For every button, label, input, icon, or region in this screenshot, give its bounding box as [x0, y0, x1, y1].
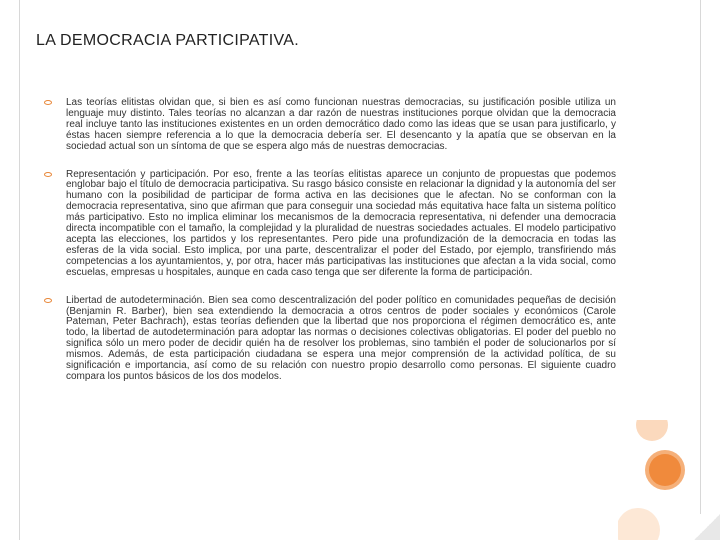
slide-frame-left: [19, 0, 20, 540]
decorative-circle-faint: [618, 508, 660, 540]
page-fold-corner: [694, 514, 720, 540]
bullet-item-elitist-theories: [44, 98, 616, 153]
bullet-ring-icon: [44, 172, 52, 177]
bullet-text: Representación y participación. Por eso, frente a las teorías elitistas aparece un conjunto de propuestas que podemos englobar bajo el título de democracia participativa. Su rasgo básico consiste en relacionar la dignidad y la autonomía del ser humano con la posibilidad de participar de forma activa en las decisiones que le afectan. No se conforman con la democracia representativa, sino que afirman que para conseguir una sociedad más equitativa hace falta un sistema político más participativo. Esto no implica eliminar los mecanismos de la democracia representativa, ni defender una democracia directa incompatible con el tamaño, la complejidad y la pluralidad de nuestras sociedades actuales. El modelo participativo acepta las elecciones, los partidos y los representantes. Pero pide una profundización de la democracia en todas las esferas de la vida social. Esto implica, por una parte, descentralizar el poder del Estado, por ejemplo, transfiriendo más competencias a los ayuntamientos, y, por otra, hacer más participativas las instituciones que afectan a la vida social, como escuelas, empresas u hospitales, aunque en cada caso tenga que ser diferente la forma de participación.: [66, 168, 616, 278]
bullet-text: Las teorías elitistas olvidan que, si bien es así como funcionan nuestras democracias, su justificación posible utiliza un lenguaje muy distinto. Tales teorías no alcanzan a dar razón de nuestras instituciones porque olvidan que la democracia real incluye tanto las instituciones existentes en un orden democrático dado como las ideas que se usan para justificarlo, y éstas hacen siempre referencia a lo que la democracia debería ser. El desencanto y la apatía que se observan en la sociedad actual son un síntoma de que se espera algo más de nuestras democracias.: [66, 97, 616, 152]
decorative-circle-small: [636, 420, 668, 441]
bullet-ring-icon: [44, 100, 52, 105]
bullet-item-self-determination: [44, 296, 616, 383]
bullet-text: Libertad de autodeterminación. Bien sea como descentralización del poder político en comunidades pequeñas de decisión (Benjamin R. Barber), bien sea extendiendo la democracia a otros centros de poder sociales y económicos (Carole Pateman, Peter Bachrach), estas teorías defienden que la libertad que nos proporciona el régimen democrático es, ante todo, la libertad de autodeterminación para adoptar las normas o decisiones colectivas obligatorias. El poder del pueblo no significa sólo un mero poder de decidir quién ha de resolver los problemas, sino también el poder de solucionarlos por sí mismos. Además, de esta participación ciudadana se espera una mejor comprensión de la actividad política, de su significación e importancia, así como de su relación con nuestro propio desarrollo como personas. El siguiente cuadro compara los puntos básicos de los dos modelos.: [66, 294, 616, 382]
slide-title: LA DEMOCRACIA PARTICIPATIVA.: [36, 32, 299, 49]
bullet-ring-icon: [44, 298, 52, 303]
decorative-circle-large: [649, 454, 681, 486]
bullet-item-representation-participation: [44, 170, 616, 279]
bullet-list: [44, 98, 616, 400]
